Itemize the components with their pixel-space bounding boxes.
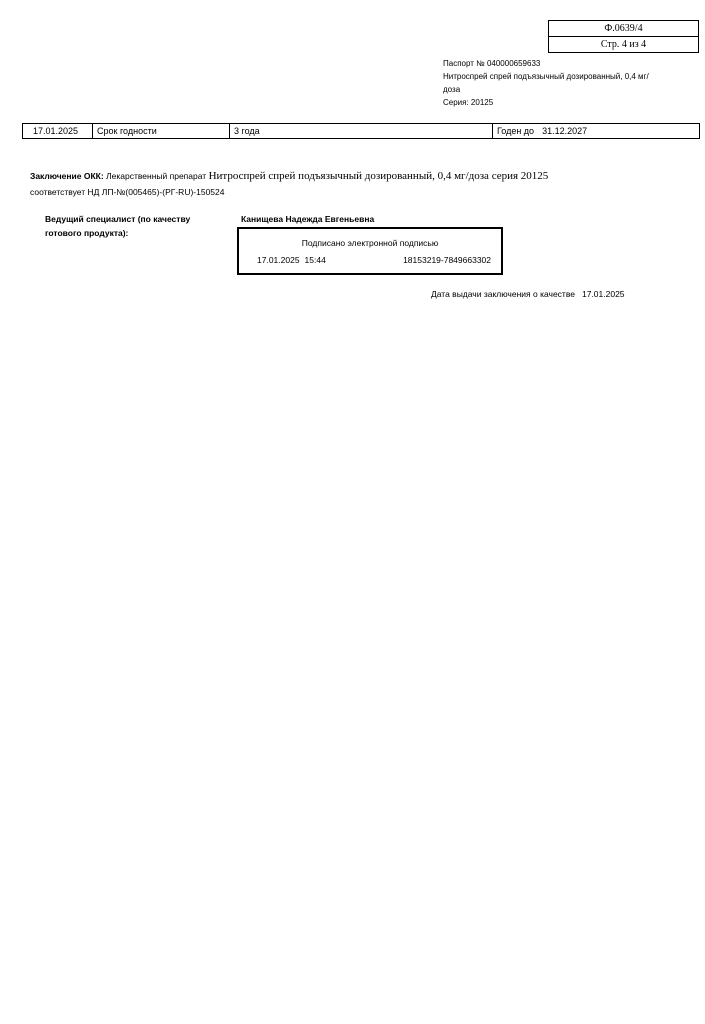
valid-until-cell bbox=[492, 124, 699, 138]
conclusion-compliance: соответствует НД ЛП-№(005465)-(РГ-RU)-150524 bbox=[30, 187, 225, 197]
passport-series: Серия: 20125 bbox=[443, 98, 494, 107]
issue-date-line bbox=[431, 289, 625, 299]
conclusion-label: Заключение ОКК: bbox=[30, 171, 104, 181]
passport-product: Нитроспрей спрей подъязычный дозированный, 0,4 мг/доза bbox=[443, 72, 649, 94]
shelf-life-row bbox=[22, 123, 700, 139]
passport-number: Паспорт № 040000659633 bbox=[443, 59, 541, 68]
specialist-role: Ведущий специалист (по качеству готового продукта): bbox=[45, 214, 191, 238]
qc-conclusion bbox=[30, 168, 690, 200]
form-code: Ф.0639/4 bbox=[604, 23, 643, 34]
electronic-signature-stamp bbox=[237, 227, 503, 275]
signature-id: 18153219-7849663302 bbox=[403, 255, 491, 265]
shelf-duration: 3 года bbox=[229, 124, 492, 138]
issue-date-value: 17.01.2025 bbox=[581, 289, 625, 299]
shelf-date: 17.01.2025 bbox=[33, 126, 79, 136]
form-code-box bbox=[548, 20, 699, 53]
valid-until-label: Годен до bbox=[497, 126, 535, 136]
signature-date: 17.01.2025 bbox=[257, 255, 300, 265]
signature-time: 15:44 bbox=[304, 255, 326, 265]
conclusion-prefix: Лекарственный препарат bbox=[106, 171, 207, 181]
valid-until-date: 31.12.2027 bbox=[542, 126, 588, 136]
issue-date-label: Дата выдачи заключения о качестве bbox=[431, 289, 575, 299]
shelf-label: Срок годности bbox=[92, 124, 229, 138]
signature-title: Подписано электронной подписью bbox=[301, 238, 439, 248]
signature-datetime bbox=[257, 255, 326, 265]
page-counter: Стр. 4 из 4 bbox=[549, 36, 698, 52]
conclusion-product: Нитроспрей спрей подъязычный дозированный, 0,4 мг/доза серия 20125 bbox=[208, 170, 549, 182]
specialist-name: Канищева Надежда Евгеньевна bbox=[241, 214, 375, 224]
passport-block bbox=[443, 57, 658, 109]
